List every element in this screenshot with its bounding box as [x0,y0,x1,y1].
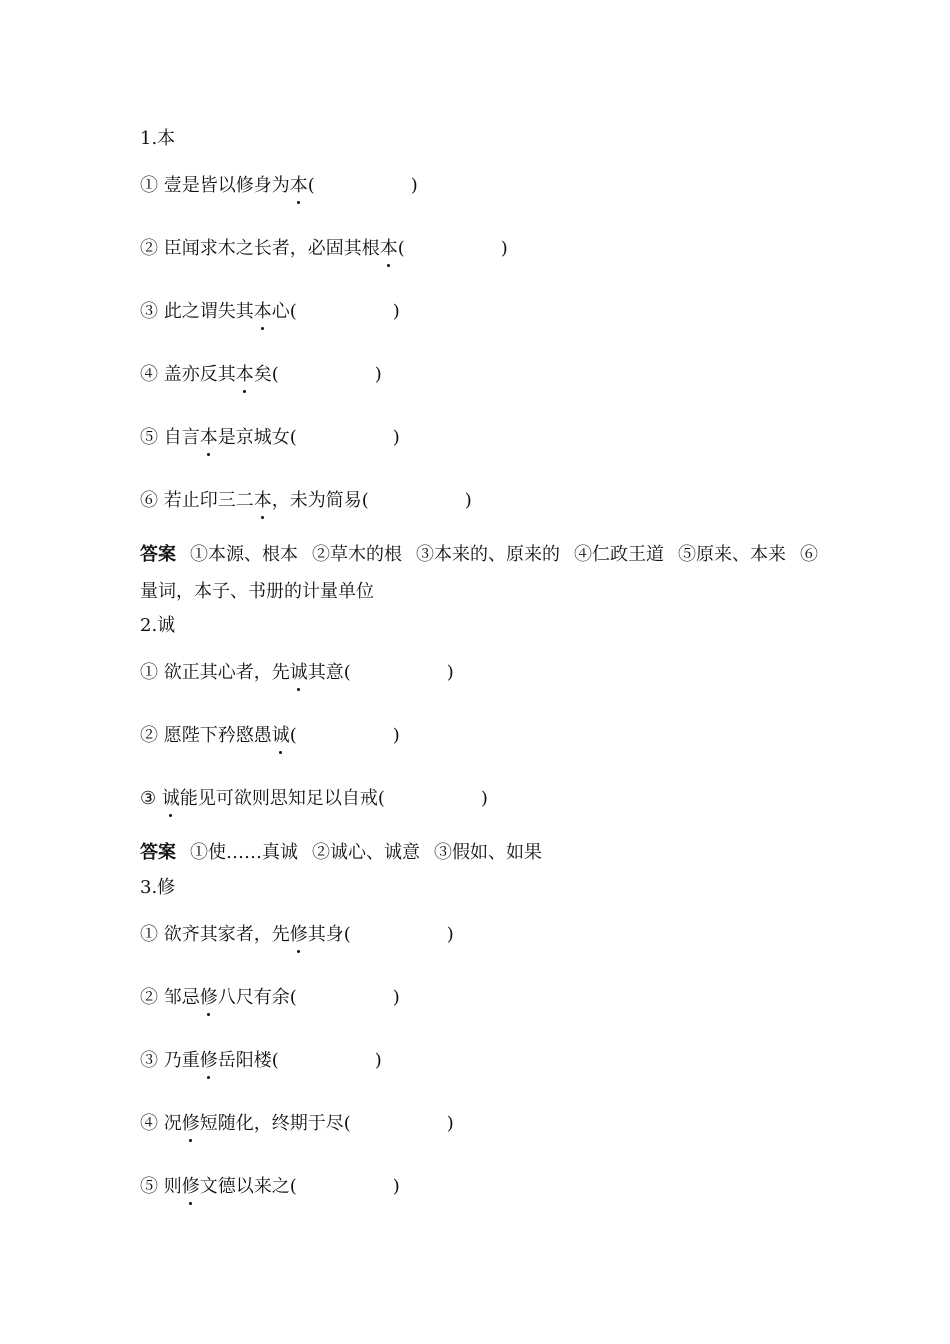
answer-item: ⑥量词，本子、书册的计量单位 [140,544,818,602]
open-paren: ( [289,427,297,448]
answer-item: ②草木的根 [312,544,402,565]
item-text-post: 矣 [253,364,272,385]
item-text-pre: 愿陛下矜愍愚 [163,725,272,746]
question-item [140,787,488,811]
open-paren: ( [343,924,351,945]
close-paren: ) [446,1113,454,1134]
item-text-pre: 邹忌 [163,987,200,1008]
emphasized-char: 本 [235,364,254,385]
item-number: ⑤ [140,1176,158,1197]
answer-item: ⑤原来、本来 [678,544,786,565]
close-paren: ) [392,725,400,746]
close-paren: ) [374,364,382,385]
item-text-post: 岳阳楼 [217,1050,272,1071]
question-item [140,986,400,1010]
question-item [140,174,418,198]
emphasized-char: 本 [253,490,272,511]
open-paren: ( [289,987,297,1008]
item-number: ① [140,662,158,683]
open-paren: ( [397,238,405,259]
item-number: ④ [140,364,158,385]
item-text-pre: 若止印三二 [163,490,254,511]
answer-block [140,536,820,610]
answer-item: ③本来的、原来的 [416,544,560,565]
open-paren: ( [361,490,369,511]
answer-label: 答案 [140,842,176,863]
emphasized-char: 诚 [161,788,180,809]
question-item [140,426,400,450]
item-text-pre: 臣闻求木之长者，必固其根 [163,238,380,259]
item-number: ⑥ [140,490,158,511]
question-item [140,363,382,387]
item-number: ⑤ [140,427,158,448]
section-heading: 2.诚 [140,615,176,636]
close-paren: ) [446,662,454,683]
open-paren: ( [271,364,279,385]
close-paren: ) [374,1050,382,1071]
emphasized-char: 修 [181,1113,200,1134]
close-paren: ) [392,1176,400,1197]
question-item [140,489,472,513]
answer-item: ②诚心、诚意 [312,842,420,863]
item-number: ① [140,175,158,196]
item-number: ③ [140,1050,158,1071]
answer-block [140,834,820,871]
question-item [140,1112,454,1136]
answer-item: ①本源、根本 [190,544,298,565]
item-number: ② [140,238,158,259]
emphasized-char: 修 [199,1050,218,1071]
emphasized-char: 诚 [271,725,290,746]
emphasized-char: 诚 [289,662,308,683]
emphasized-char: 本 [379,238,398,259]
item-text-pre: 则 [163,1176,182,1197]
item-text-post: 短随化，终期于尽 [199,1113,344,1134]
item-text-pre: 自言 [163,427,200,448]
close-paren: ) [446,924,454,945]
question-item [140,724,400,748]
emphasized-char: 本 [253,301,272,322]
item-text-post: 其意 [307,662,344,683]
open-paren: ( [377,788,385,809]
question-item [140,923,454,947]
item-text-pre: 乃重 [163,1050,200,1071]
item-text-pre: 欲齐其家者，先 [163,924,290,945]
question-item [140,1175,400,1199]
item-text-pre: 欲正其心者，先 [163,662,290,683]
open-paren: ( [289,301,297,322]
item-text-post: 是京城女 [217,427,290,448]
item-number: ③ [140,788,157,809]
close-paren: ) [410,175,418,196]
open-paren: ( [289,725,297,746]
item-text-post: 文德以来之 [199,1176,290,1197]
open-paren: ( [343,1113,351,1134]
item-text-pre: 盖亦反其 [163,364,236,385]
close-paren: ) [500,238,508,259]
item-text-post: ，未为简易 [271,490,362,511]
item-number: ③ [140,301,158,322]
emphasized-char: 修 [199,987,218,1008]
item-number: ② [140,725,158,746]
close-paren: ) [480,788,488,809]
close-paren: ) [392,427,400,448]
close-paren: ) [392,987,400,1008]
emphasized-char: 修 [289,924,308,945]
question-item [140,300,400,324]
item-number: ① [140,924,158,945]
answer-label: 答案 [140,544,176,565]
question-item [140,661,454,685]
section-heading: 3.修 [140,877,176,898]
open-paren: ( [343,662,351,683]
item-text-post: 心 [271,301,290,322]
answer-item: ③假如、如果 [434,842,542,863]
item-number: ④ [140,1113,158,1134]
item-text-post: 八尺有余 [217,987,290,1008]
emphasized-char: 修 [181,1176,200,1197]
close-paren: ) [392,301,400,322]
item-text-pre: 壹是皆以修身为 [163,175,290,196]
item-text-post: 其身 [307,924,344,945]
question-item [140,237,508,261]
open-paren: ( [289,1176,297,1197]
question-item [140,1049,382,1073]
close-paren: ) [464,490,472,511]
item-text-post: 能见可欲则思知足以自戒 [179,788,378,809]
item-text-pre: 况 [163,1113,182,1134]
emphasized-char: 本 [289,175,308,196]
answer-item: ④仁政王道 [574,544,664,565]
section-heading: 1.本 [140,128,176,149]
open-paren: ( [271,1050,279,1071]
open-paren: ( [307,175,315,196]
item-number: ② [140,987,158,1008]
emphasized-char: 本 [199,427,218,448]
answer-item: ①使……真诚 [190,842,298,863]
item-text-pre: 此之谓失其 [163,301,254,322]
